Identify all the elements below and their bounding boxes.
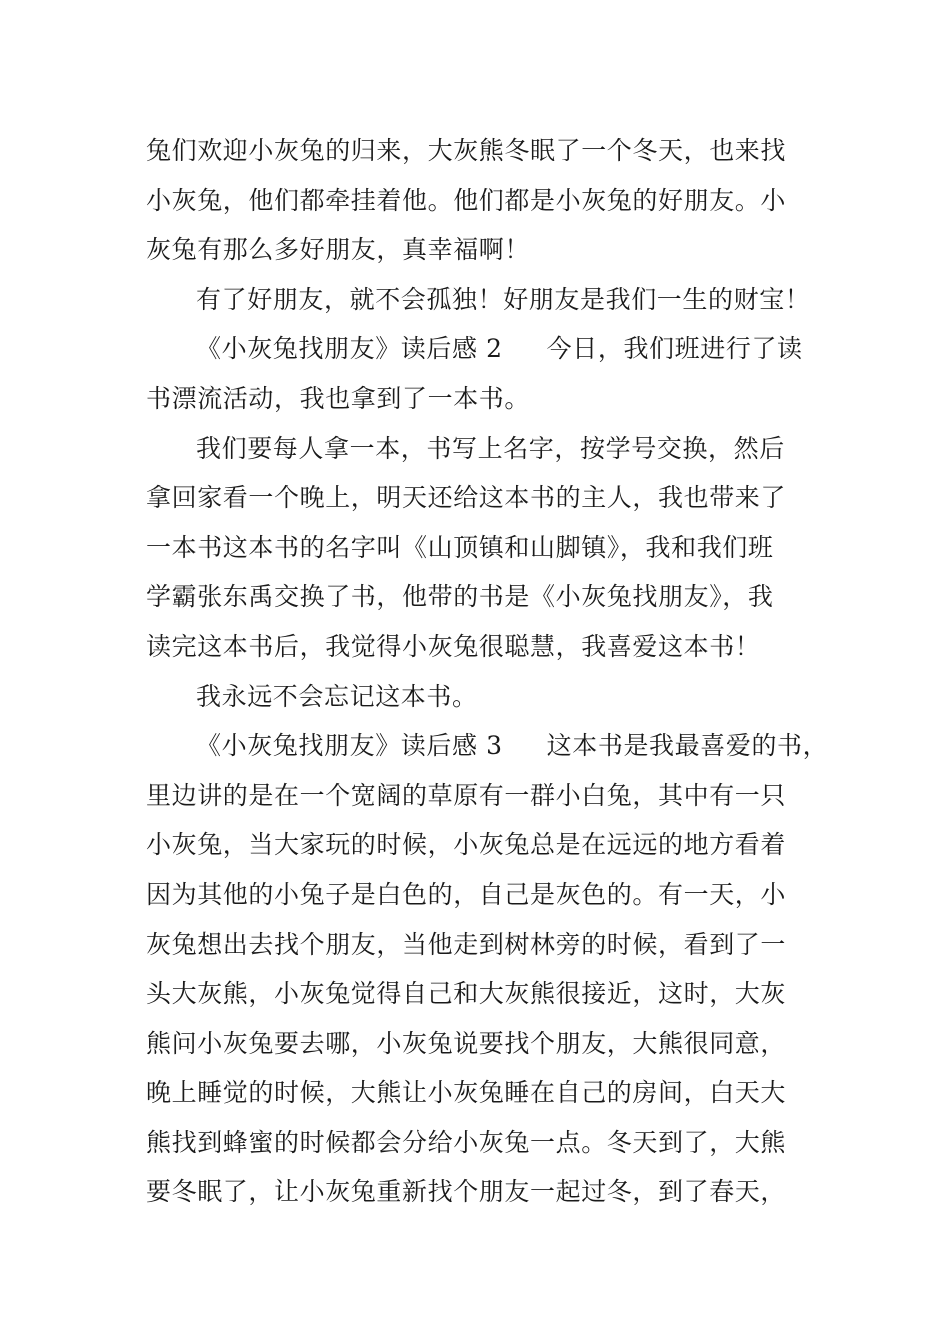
text-line: 里边讲的是在一个宽阔的草原有一群小白兔，其中有一只 xyxy=(146,780,787,810)
section-3-heading-line xyxy=(146,721,846,771)
text-line: 灰兔有那么多好朋友，真幸福啊！ xyxy=(146,235,531,265)
text-line: 头大灰熊，小灰兔觉得自己和大灰熊很接近，这时，大灰 xyxy=(146,979,787,1009)
text-line: 因为其他的小兔子是白色的，自己是灰色的。有一天，小 xyxy=(146,879,787,909)
text-line: 我永远不会忘记这本书。 xyxy=(196,681,478,711)
essay-body xyxy=(146,126,846,1217)
text-line: 一本书这本书的名字叫《山顶镇和山脚镇》，我和我们班 xyxy=(146,532,774,562)
section-3-title: 《小灰兔找朋友》读后感 3 xyxy=(196,731,503,761)
text-line: 学霸张东禹交换了书，他带的书是《小灰兔找朋友》，我 xyxy=(146,582,774,612)
text-line: 我们要每人拿一本，书写上名字，按学号交换，然后 xyxy=(196,433,785,463)
text-line: 小灰兔，他们都牵挂着他。他们都是小灰兔的好朋友。小 xyxy=(146,185,787,215)
text-line: 要冬眠了，让小灰兔重新找个朋友一起过冬，到了春天， xyxy=(146,1177,787,1207)
section-2-heading-line xyxy=(146,324,846,374)
text-line: 小灰兔，当大家玩的时候，小灰兔总是在远远的地方看着 xyxy=(146,830,787,860)
section-3-lead: 这本书是我最喜爱的书， xyxy=(546,731,829,761)
section-2-title: 《小灰兔找朋友》读后感 2 xyxy=(196,334,503,364)
text-line: 熊找到蜂蜜的时候都会分给小灰兔一点。冬天到了，大熊 xyxy=(146,1127,787,1157)
text-line: 书漂流活动，我也拿到了一本书。 xyxy=(146,383,531,413)
text-line: 有了好朋友，就不会孤独！好朋友是我们一生的财宝！ xyxy=(196,284,811,314)
text-line: 晚上睡觉的时候，大熊让小灰兔睡在自己的房间，白天大 xyxy=(146,1078,787,1108)
text-line: 读完这本书后，我觉得小灰兔很聪慧，我喜爱这本书！ xyxy=(146,631,761,661)
text-line: 灰兔想出去找个朋友，当他走到树林旁的时候，看到了一 xyxy=(146,929,787,959)
text-line: 兔们欢迎小灰兔的归来，大灰熊冬眠了一个冬天，也来找 xyxy=(146,136,787,165)
text-line: 拿回家看一个晚上，明天还给这本书的主人，我也带来了 xyxy=(146,483,787,513)
section-2-lead: 今日，我们班进行了读 xyxy=(546,334,803,364)
text-line: 熊问小灰兔要去哪，小灰兔说要找个朋友，大熊很同意， xyxy=(146,1028,787,1058)
